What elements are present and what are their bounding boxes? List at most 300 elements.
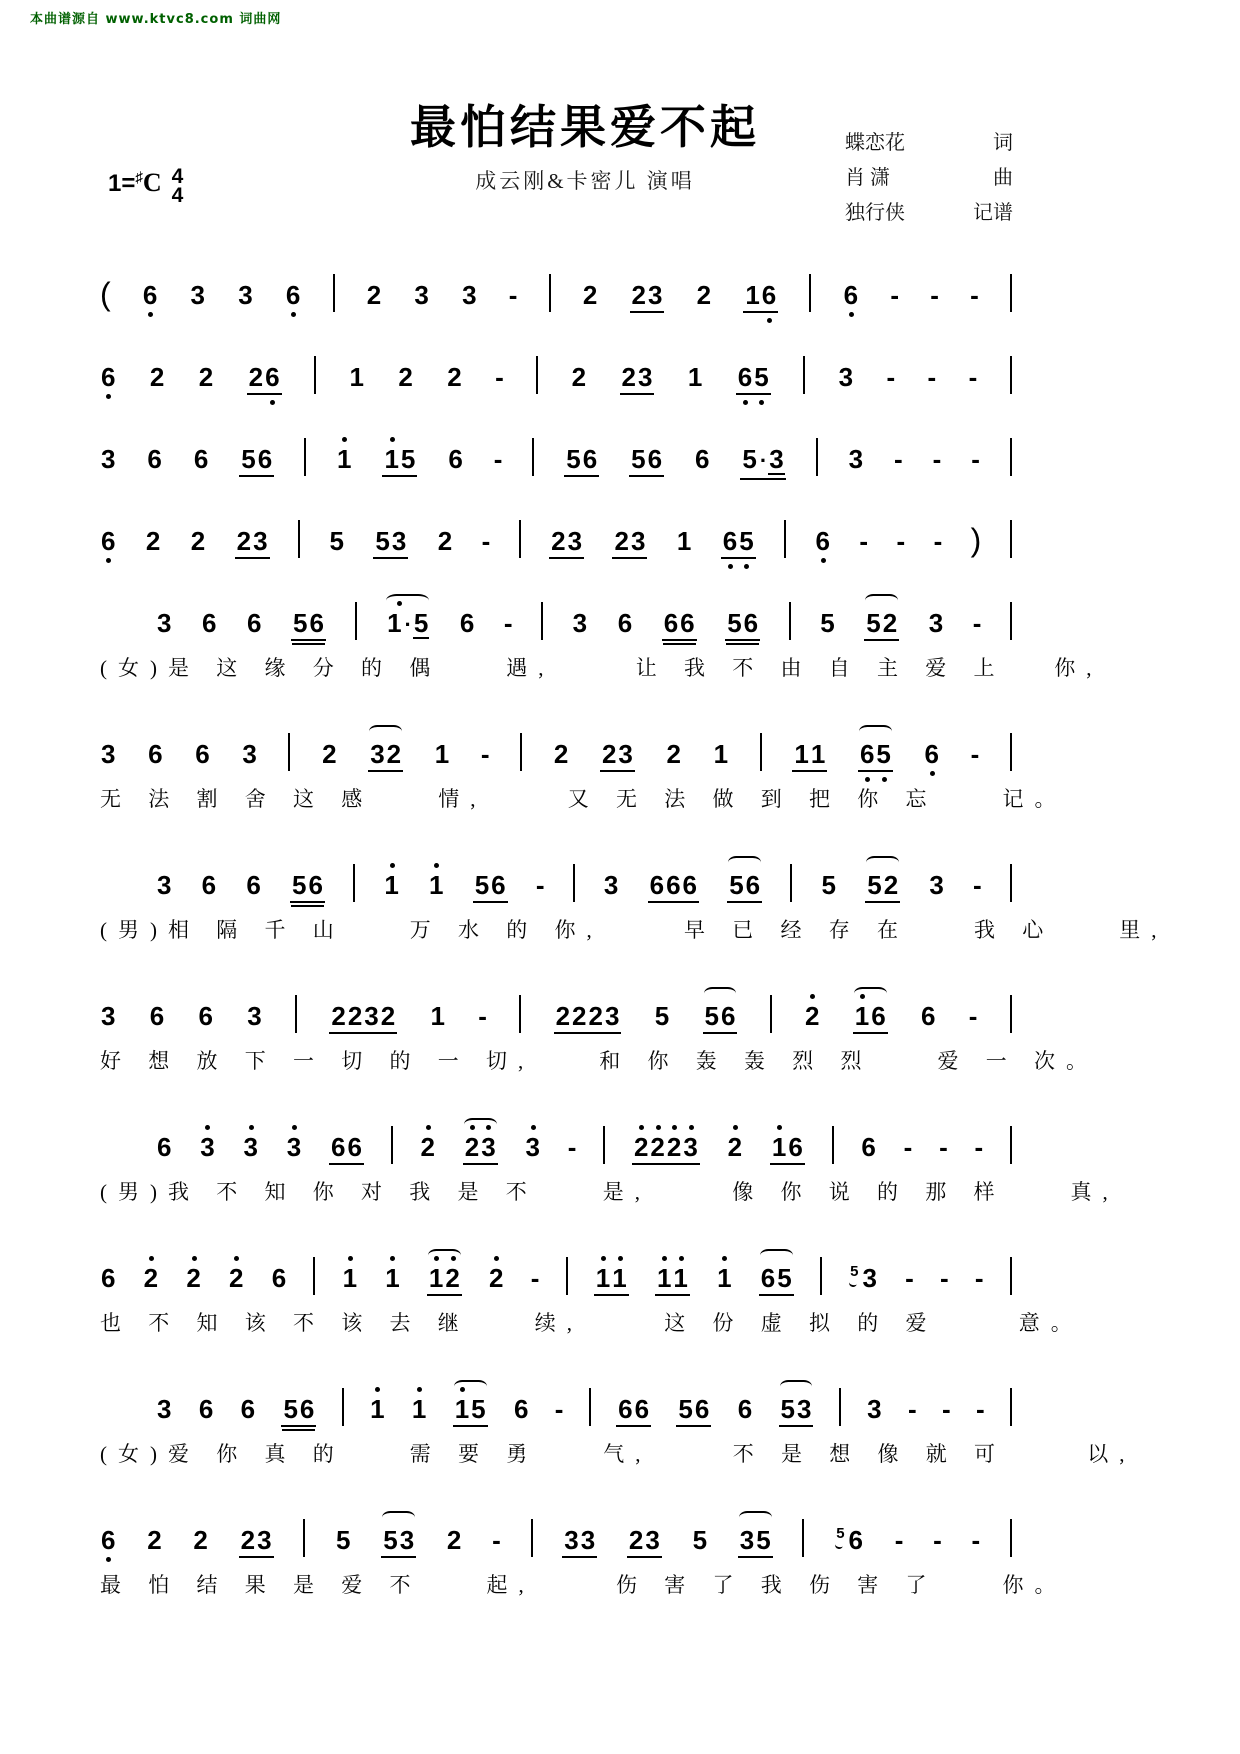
note	[737, 364, 753, 390]
note	[617, 741, 633, 767]
dash-extension: -	[968, 1001, 978, 1031]
note-digit: 6	[101, 526, 116, 556]
note-digit: 6	[682, 870, 697, 900]
barline	[549, 274, 551, 312]
note-digit: 6	[101, 1263, 116, 1293]
note-digit: 2	[143, 1263, 159, 1293]
octave-dot-above	[426, 1125, 431, 1130]
note	[838, 364, 854, 390]
note-digit: 6	[745, 870, 761, 900]
note-digit: 5	[780, 1394, 795, 1424]
note	[728, 872, 744, 898]
augmentation-dot: ·	[404, 612, 412, 637]
note	[563, 1527, 579, 1553]
slur-arc	[739, 1511, 772, 1524]
note	[374, 528, 390, 554]
note-group	[743, 282, 778, 313]
note-group	[463, 1134, 498, 1165]
note	[257, 446, 273, 472]
note-digit: 2	[322, 739, 337, 769]
credit-composer	[845, 161, 1013, 196]
note-group	[721, 528, 756, 559]
note	[553, 741, 569, 767]
note	[307, 872, 323, 898]
slur-arc	[464, 1118, 497, 1131]
note-digit: 3	[683, 1132, 698, 1162]
note	[738, 528, 754, 554]
note-digit: 2	[386, 739, 402, 769]
credit-transcriber	[845, 196, 1013, 231]
note	[490, 872, 506, 898]
note-digit: 6	[193, 444, 209, 474]
note-digit: 2	[366, 280, 382, 310]
note	[682, 872, 698, 898]
octave-dot-above	[390, 1256, 395, 1261]
note-digit: 3	[243, 1132, 258, 1162]
credit-name: 蝶恋花	[845, 132, 905, 154]
note-group	[727, 872, 762, 903]
barline	[520, 733, 522, 771]
note	[100, 364, 116, 390]
barline	[353, 864, 355, 902]
note-digit: 2	[437, 526, 453, 556]
note	[744, 282, 760, 308]
dash-extension: -	[971, 1525, 981, 1555]
note-digit: 5	[471, 1394, 486, 1424]
note	[363, 1003, 379, 1029]
note-group	[736, 364, 771, 395]
note	[860, 1134, 876, 1160]
barline	[1010, 995, 1012, 1033]
dash-extension: -	[503, 608, 513, 638]
octave-dot-below	[865, 777, 870, 782]
note-digit: 3	[618, 739, 633, 769]
note	[328, 528, 344, 554]
note	[604, 1003, 620, 1029]
note-digit: 6	[331, 1132, 346, 1162]
notation-line	[100, 498, 1012, 558]
note-digit: 1	[794, 739, 809, 769]
note-digit: 6	[195, 739, 210, 769]
slur-arc	[428, 1249, 461, 1262]
key-signature	[108, 165, 184, 207]
note-group	[792, 741, 827, 772]
note-digit: 5	[692, 1525, 708, 1555]
dash-extension: -	[492, 1525, 501, 1555]
dash-extension: -	[893, 444, 903, 474]
note-group	[554, 1003, 622, 1034]
note	[143, 1265, 159, 1291]
note-digit: 1	[810, 739, 826, 769]
barline	[313, 1257, 315, 1295]
note	[100, 528, 116, 554]
lyrics-line: (男)我 不 知 你 对 我 是 不 是, 像 你 说 的 那 样 真,	[100, 1180, 1119, 1204]
note	[861, 1265, 877, 1291]
slur-arc	[780, 1380, 813, 1393]
note	[588, 1003, 604, 1029]
note	[595, 1265, 611, 1291]
note	[687, 364, 703, 390]
barline	[355, 602, 357, 640]
note	[399, 1527, 415, 1553]
barline	[1010, 356, 1012, 394]
note-digit: 2	[883, 870, 899, 900]
note	[796, 1396, 812, 1422]
notation-line	[100, 711, 1012, 771]
note	[243, 1134, 259, 1160]
note	[571, 1003, 587, 1029]
note-digit: 6	[760, 1263, 776, 1293]
lyrics-line: 也 不 知 该 不 该 去 继 续, 这 份 虚 拟 的 爱 意。	[100, 1311, 1083, 1335]
note-digit: 1	[428, 1263, 444, 1293]
note-digit: 2	[398, 362, 413, 392]
note	[882, 610, 898, 636]
note	[383, 446, 399, 472]
barline	[536, 356, 538, 394]
note	[739, 1527, 755, 1553]
note-digit: 6	[861, 1132, 876, 1162]
note	[192, 1527, 208, 1553]
barline	[770, 995, 772, 1033]
song-title: 最怕结果爱不起	[410, 102, 760, 153]
barline	[820, 1257, 822, 1295]
note-digit: 2	[666, 739, 681, 769]
note-group	[290, 872, 325, 903]
dash-extension: -	[554, 1394, 564, 1424]
note-digit: 3	[848, 444, 864, 474]
note	[694, 1396, 710, 1422]
slur-arc	[369, 725, 402, 738]
key-tonic: C	[142, 168, 162, 198]
grace-note	[849, 1264, 859, 1279]
note-digit: 6	[308, 870, 323, 900]
note	[611, 1265, 627, 1291]
barline	[541, 602, 543, 640]
notation-line	[100, 842, 1012, 902]
octave-dot-above	[733, 1125, 738, 1130]
note-group	[738, 1527, 773, 1558]
note-digit: 5	[654, 1001, 670, 1031]
note	[369, 1396, 385, 1422]
note	[692, 1527, 708, 1553]
note-digit: 5	[729, 870, 744, 900]
lyrics-line: 好 想 放 下 一 切 的 一 切, 和 你 轰 轰 烈 烈 爱 一 次。	[100, 1049, 1098, 1073]
slur-arc	[386, 594, 429, 607]
note-digit: 1	[387, 608, 402, 638]
barline	[295, 995, 297, 1033]
note	[843, 282, 859, 308]
note-digit: 3	[200, 1132, 215, 1162]
note-digit: 6	[663, 608, 679, 638]
note-digit: 2	[445, 1263, 460, 1293]
note	[704, 1003, 720, 1029]
note	[156, 1396, 172, 1422]
note-group	[239, 1527, 274, 1558]
slur-arc	[760, 1249, 793, 1262]
note	[631, 282, 647, 308]
note	[656, 1265, 672, 1291]
note-digit: 6	[448, 444, 463, 474]
note-digit: 3	[101, 739, 116, 769]
note-digit: 6	[680, 608, 695, 638]
dash-extension: -	[859, 526, 869, 556]
note-digit: 1	[454, 1394, 470, 1424]
note	[630, 446, 646, 472]
note	[924, 741, 940, 767]
note-digit: 3	[157, 1394, 172, 1424]
note-digit: 6	[848, 1525, 863, 1555]
note	[411, 1396, 427, 1422]
note-group	[239, 446, 274, 477]
note	[156, 610, 172, 636]
barline	[1010, 438, 1012, 476]
note-digit: 5	[293, 608, 308, 638]
note	[240, 446, 256, 472]
note-group	[329, 1134, 364, 1165]
note	[382, 1527, 398, 1553]
note-digit: 2	[582, 280, 598, 310]
note-digit: 2	[601, 739, 617, 769]
dash-extension: -	[933, 526, 943, 556]
note-digit: 5	[867, 870, 882, 900]
note-digit: 1	[411, 1394, 427, 1424]
note	[386, 610, 413, 636]
credits-block	[845, 126, 1013, 231]
note-digit: 1	[385, 1263, 400, 1293]
note-digit: 5	[474, 870, 490, 900]
note	[271, 1265, 287, 1291]
music-system	[100, 580, 1103, 682]
note-group	[453, 1396, 488, 1427]
note-digit: 5	[292, 870, 307, 900]
note	[190, 528, 206, 554]
note-digit: 6	[694, 1394, 710, 1424]
note-digit: 2	[464, 1132, 480, 1162]
note	[156, 1134, 172, 1160]
note	[928, 610, 944, 636]
note	[696, 282, 712, 308]
note	[100, 1265, 116, 1291]
slur-arc	[854, 987, 887, 1000]
note	[384, 1265, 400, 1291]
note-digit: 3	[567, 526, 583, 556]
note-group	[368, 741, 403, 772]
octave-dot-below	[767, 318, 772, 323]
note	[342, 1265, 358, 1291]
barline	[1010, 1388, 1012, 1426]
note	[100, 446, 116, 472]
note	[621, 364, 637, 390]
note-group	[629, 446, 664, 477]
note-digit: 2	[696, 280, 712, 310]
note	[428, 1265, 444, 1291]
note	[720, 1003, 736, 1029]
octave-dot-below	[728, 564, 733, 569]
barline	[784, 520, 786, 558]
note-digit: 2	[572, 1001, 587, 1031]
note	[761, 282, 777, 308]
octave-dot-below	[291, 312, 296, 317]
note-digit: 3	[101, 1001, 116, 1031]
barline	[314, 356, 316, 394]
note	[870, 1003, 886, 1029]
octave-dot-above	[451, 1256, 456, 1261]
note-digit: 2	[331, 1001, 346, 1031]
note	[875, 741, 891, 767]
barline	[1010, 274, 1012, 312]
octave-dot-below	[849, 312, 854, 317]
note-group	[740, 446, 785, 480]
note-digit: 3	[238, 280, 253, 310]
note	[866, 872, 882, 898]
note-digit: 1	[434, 739, 450, 769]
note	[603, 872, 619, 898]
note-digit: 2	[198, 362, 214, 392]
barline	[789, 602, 791, 640]
octave-dot-below	[930, 771, 935, 776]
octave-dot-above	[601, 1256, 606, 1261]
note	[470, 1396, 486, 1422]
note-digit: 3	[867, 1394, 882, 1424]
note	[722, 528, 738, 554]
octave-dot-below	[106, 394, 111, 399]
note	[454, 1396, 470, 1422]
note-digit: 6	[737, 1394, 753, 1424]
slur-arc	[865, 594, 898, 607]
note-digit: 6	[149, 1001, 165, 1031]
octave-dot-above	[672, 1125, 677, 1130]
note	[567, 528, 583, 554]
note-group	[864, 610, 899, 641]
note	[760, 1265, 776, 1291]
barline	[1010, 1519, 1012, 1557]
note	[737, 1396, 753, 1422]
note-digit: 5	[375, 526, 390, 556]
note	[447, 446, 463, 472]
note-digit: 2	[805, 1001, 820, 1031]
note-digit: 3	[370, 739, 385, 769]
note	[380, 1003, 396, 1029]
dash-extension: -	[907, 1394, 917, 1424]
note-group	[385, 610, 430, 639]
credit-role: 记谱	[973, 202, 1013, 224]
note	[444, 1265, 460, 1291]
note	[649, 1134, 665, 1160]
performer-line: 成云刚&卡密儿 演唱	[475, 169, 695, 194]
octave-dot-above	[777, 1125, 782, 1130]
note-digit: 3	[580, 1525, 596, 1555]
note-digit: 6	[198, 1394, 214, 1424]
note-group	[848, 1265, 879, 1291]
note-digit: 3	[414, 280, 429, 310]
note	[397, 364, 413, 390]
note-digit: 6	[285, 280, 301, 310]
music-system	[100, 252, 1012, 312]
note-digit: 6	[617, 608, 633, 638]
note	[282, 1396, 298, 1422]
note-digit: 5	[756, 1525, 771, 1555]
note-digit: 5	[742, 444, 757, 474]
note	[291, 872, 307, 898]
note	[741, 446, 768, 472]
dash-extension: -	[930, 280, 939, 310]
note-digit: 3	[928, 608, 944, 638]
note	[149, 1003, 165, 1029]
octave-dot-above	[348, 1256, 353, 1261]
note-digit: 2	[882, 608, 898, 638]
note	[146, 1527, 162, 1553]
note	[787, 1134, 803, 1160]
music-system	[100, 1366, 1136, 1468]
note	[413, 610, 429, 639]
note	[617, 1396, 633, 1422]
note	[565, 446, 581, 472]
note	[193, 446, 209, 472]
note	[145, 528, 161, 554]
dash-extension: -	[971, 444, 980, 474]
note	[634, 1396, 650, 1422]
music-system	[100, 842, 1168, 944]
barline	[803, 356, 805, 394]
notation-line	[100, 416, 1012, 476]
note	[430, 1003, 446, 1029]
barline	[809, 274, 811, 312]
note	[716, 1265, 732, 1291]
note-digit: 6	[240, 1394, 256, 1424]
note	[572, 610, 588, 636]
grace-note	[835, 1526, 845, 1541]
octave-dot-below	[106, 558, 111, 563]
note-digit: 3	[399, 1525, 415, 1555]
note-digit: 6	[921, 1001, 936, 1031]
note-group	[632, 1134, 700, 1165]
note	[201, 610, 217, 636]
dash-extension: -	[939, 1263, 949, 1293]
note	[100, 741, 116, 767]
credit-name: 肖 潇	[845, 167, 890, 189]
note-digit: 6	[257, 444, 273, 474]
dash-extension: -	[567, 1132, 577, 1162]
octave-dot-above	[417, 1387, 422, 1392]
note	[920, 1003, 936, 1029]
note-group	[549, 528, 584, 559]
note-digit: 3	[647, 280, 663, 310]
note	[677, 1396, 693, 1422]
note-digit: 2	[588, 1001, 603, 1031]
note	[672, 1265, 688, 1291]
note-digit: 2	[614, 526, 629, 556]
music-system	[100, 1497, 1067, 1599]
note	[682, 1134, 698, 1160]
note-digit: 3	[286, 1132, 302, 1162]
note-digit: 6	[101, 362, 116, 392]
note	[628, 1527, 644, 1553]
note-digit: 5	[631, 444, 646, 474]
note-digit: 1	[429, 870, 444, 900]
note	[391, 528, 407, 554]
note	[240, 1396, 256, 1422]
note	[190, 282, 206, 308]
music-system	[100, 416, 1012, 476]
note	[582, 446, 598, 472]
note-digit: 5	[400, 444, 416, 474]
note	[428, 872, 444, 898]
note-group	[703, 1003, 738, 1034]
notation-line	[100, 580, 1012, 640]
note	[727, 1134, 743, 1160]
note-digit: 3	[364, 1001, 379, 1031]
note-digit: 3	[247, 1001, 262, 1031]
